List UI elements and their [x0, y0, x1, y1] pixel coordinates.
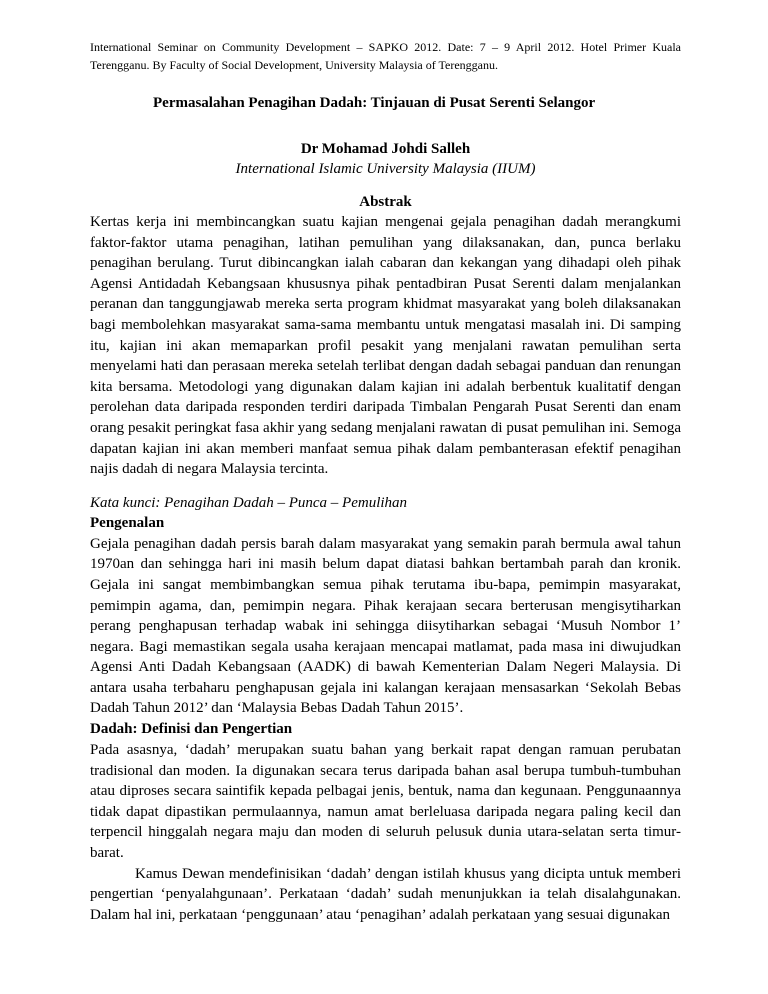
abstract-heading: Abstrak: [359, 194, 412, 210]
page-content: [90, 38, 681, 925]
section-paragraph: Pada asasnya, ‘dadah’ merupakan suatu bahan yang berkait rapat dengan ramuan perubatan tradisional dan moden. Ia digunakan secara terus daripada bahan asal berupa tumbuh-tumbuhan atau diproses secara saintifik kepada pelbagai jenis, bentuk, nama dan kegunaan. Penggunaannya tidak dapat dipastikan permulaannya, namun amat berleluasa daripada negara paling kecil dan terpencil hinggalah negara maju dan moden di seluruh pelusuk dunia utara-selatan serta timur-barat.: [90, 742, 681, 862]
conference-header-note: International Seminar on Community Development – SAPKO 2012. Date: 7 – 9 April 2012. Hotel Primer Kuala Terengganu. By Faculty of Social Development, University Malaysia of Terengganu.: [90, 40, 681, 72]
abstract-text: Kertas kerja ini membincangkan suatu kajian mengenai gejala penagihan dadah merangkumi faktor-faktor utama penagihan, latihan pemulihan yang dilaksanakan, dan, punca berlaku penagihan berulang. Turut dibincangkan ialah cabaran dan kekangan yang dihadapi oleh pihak Agensi Antidadah Kebangsaan khususnya pihak pentadbiran Pusat Serenti dalam menjalankan peranan dan tanggungjawab mereka serta program khidmat masyarakat yang boleh dilaksanakan bagi membolehkan masyarakat sama-sama membantu untuk mengatasi masalah ini. Di samping itu, kajian ini akan memaparkan profil pesakit yang menjalani rawatan pemulihan serta menyelami hati dan perasaan mereka setelah terlibat dengan dadah sebagai panduan dan renungan kita bersama. Metodologi yang digunakan dalam kajian ini adalah berbentuk kualitatif dengan perolehan data daripada responden terdiri daripada Timbalan Pengarah Pusat Serenti dan enam orang pesakit peringkat fasa akhir yang sedang menjalani rawatan di pusat pemulihan ini. Semoga dapatan kajian ini akan memberi manfaat semua pihak dalam pembanterasan efektif penagihan najis dadah di negara Malaysia tercinta.: [90, 214, 681, 478]
author-affiliation: International Islamic University Malaysia (IIUM): [235, 161, 536, 177]
author-name: Dr Mohamad Johdi Salleh: [300, 141, 471, 157]
section-heading-definisi: Dadah: Definisi dan Pengertian: [90, 721, 293, 738]
section-paragraph: Gejala penagihan dadah persis barah dalam masyarakat yang semakin parah bermula awal tahun 1970an dan sehingga hari ini masih belum dapat diatasi bahkan bertambah parah dan kronik. Gejala ini sangat membimbangkan semua pihak terutama ibu-bapa, pemimpin masyarakat, pemimpin agama, dan, pemimpin negara. Pihak kerajaan secara berterusan mengisytiharkan perang penghapusan terhadap wabak ini sehingga diisytiharkan sebagai ‘Musuh Nombor 1’ negara. Bagi memastikan segala usaha kerajaan mencapai matlamat, pada masa ini diwujudkan Agensi Anti Dadah Kebangsaan (AADK) di bawah Kementerian Dalam Negeri Malaysia. Di antara usaha terbaharu penghapusan gejala ini kalangan kerajaan mensasarkan ‘Sekolah Bebas Dadah Tahun 2012’ dan ‘Malaysia Bebas Dadah Tahun 2015’.: [90, 535, 681, 717]
keywords: Kata kunci: Penagihan Dadah – Punca – Pemulihan: [90, 494, 408, 511]
section-paragraph: Kamus Dewan mendefinisikan ‘dadah’ dengan istilah khusus yang dicipta untuk memberi pengertian ‘penyalahgunaan’. Perkataan ‘dadah’ sudah menunjukkan ia telah disalahgunakan. Dalam hal ini, perkataan ‘penggunaan’ atau ‘penagihan’ adalah perkataan yang sesuai digunakan: [90, 865, 681, 923]
section-heading-pengenalan: Pengenalan: [90, 514, 165, 531]
paper-title: Permasalahan Penagihan Dadah: Tinjauan di Pusat Serenti Selangor: [153, 95, 596, 111]
